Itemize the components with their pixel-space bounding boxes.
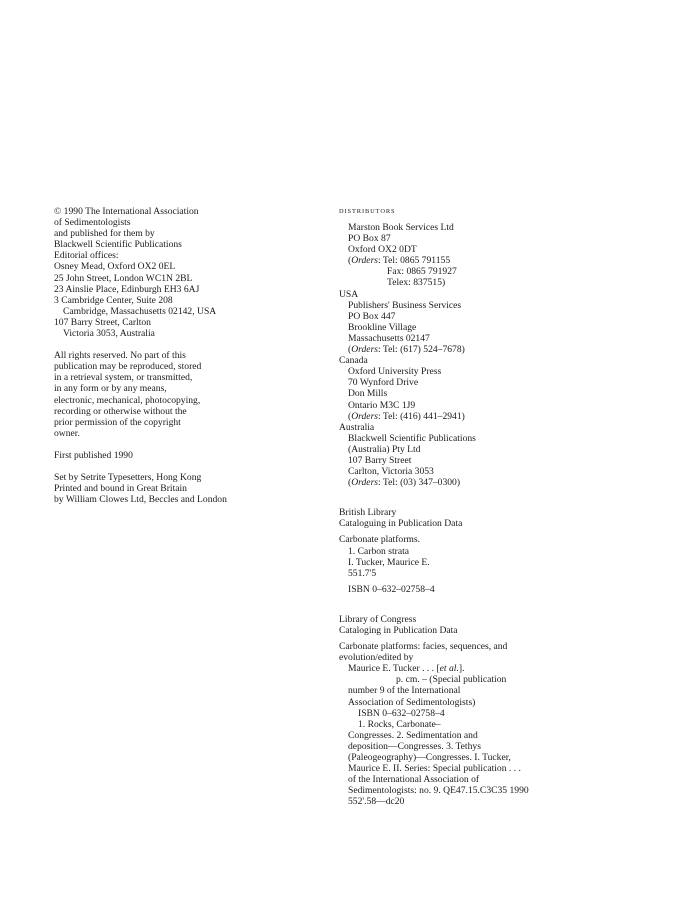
orders-label: Orders [351,255,379,267]
cip-title: Carbonate platforms: facies, sequences, and [339,641,508,653]
fax: Fax: 0865 791927 [387,266,457,278]
editor-prefix: Maurice E. Tucker . . . [ [348,663,440,675]
address-line: Don Mills [348,388,388,400]
copyright-line: 23 Ainslie Place, Edinburgh EH3 6AJ [54,283,200,295]
copyright-line: Blackwell Scientific Publications [54,239,182,251]
cip-entry: 551.7'5 [348,567,377,579]
country: USA [339,288,359,300]
cip-line: Association of Sedimentologists) [348,696,476,708]
address-line: PO Box 447 [348,310,396,322]
cip-isbn: ISBN 0–632–02758–4 [348,583,435,595]
address-line: Massachusetts 02147 [348,332,430,344]
rights-line: in a retrieval system, or transmitted, [54,372,193,384]
first-published: First published 1990 [54,449,133,461]
rights-line: in any form or by any means, [54,383,167,395]
country: Canada [339,355,368,367]
cip-line: (Paleogeography)—Congresses. I. Tucker, [348,752,511,764]
rights-line: owner. [54,427,80,439]
cip-line: 552'.58—dc20 [348,796,405,808]
orders-line: (Orders: Tel: (03) 347–0300) [348,477,461,489]
copyright-line: 25 John Street, London WC1N 2BL [54,272,193,284]
left-column [54,206,304,505]
copyright-line: 107 Barry Street, Carlton [54,316,151,328]
cip-line: Congresses. 2. Sedimentation and [348,729,478,741]
address-line: 107 Barry Street [348,454,412,466]
address-line: (Australia) Pty Ltd [348,443,421,455]
printing-line: by William Clowes Ltd, Beccles and London [54,494,227,506]
orders-label: Orders [351,477,379,489]
rights-line: electronic, mechanical, photocopying, [54,394,201,406]
british-library-cip [339,507,639,595]
address-line: PO Box 87 [348,233,391,245]
cip-title: Carbonate platforms. [339,534,420,546]
distributors-heading: DISTRIBUTORS [339,208,396,215]
copyright-line: Editorial offices: [54,250,119,262]
printing-line: Printed and bound in Great Britain [54,483,187,495]
copyright-line: Victoria 3053, Australia [63,328,155,340]
cip-pages: p. cm. – (Special publication [396,674,507,686]
distributor-uk [339,222,639,289]
tel: : Tel: (03) 347–0300) [378,477,461,489]
tel: : Tel: (617) 524–7678) [378,344,465,356]
cip-isbn: ISBN 0–632–02758–4 [358,707,445,719]
copyright-line: © 1990 The International Association [54,206,199,217]
cip-heading: Cataloging in Publication Data [339,625,458,636]
printing-line: Set by Setrite Typesetters, Hong Kong [54,471,202,483]
address-line: Carlton, Victoria 3053 [348,466,434,478]
cip-entry: I. Tucker, Maurice E. [348,556,430,568]
cip-line: deposition—Congresses. 3. Tethys [348,740,481,752]
editor-suffix: ]. [458,663,465,675]
address-line: Marston Book Services Ltd [348,222,454,233]
cip-line: of the International Association of [348,774,480,786]
country: Australia [339,421,375,433]
distributor-usa [339,289,639,356]
copyright-line: of Sedimentologists [54,217,131,229]
address-line: Publishers' Business Services [348,299,462,311]
library-of-congress-cip [339,614,639,808]
tel: : Tel: (416) 441–2941) [378,410,465,422]
cip-line: number 9 of the International [348,685,461,697]
telex: Telex: 837515) [387,277,446,289]
cip-entry: 1. Carbon strata [348,545,410,557]
copyright-line: Osney Mead, Oxford OX2 0EL [54,261,176,273]
orders-label: Orders [351,410,379,422]
address-line: Ontario M3C 1J9 [348,399,416,411]
orders-line: (Orders: Tel: (416) 441–2941) [348,410,465,422]
copyright-line: Cambridge, Massachusetts 02142, USA [63,305,217,317]
et-al: et al. [439,663,459,675]
rights-line: All rights reserved. No part of this [54,350,186,362]
cip-editor [339,663,639,674]
cip-line: Maurice E. II. Series: Special publication . . . [348,763,521,775]
distributor-australia [339,422,639,489]
address-line: Oxford University Press [348,366,442,378]
address-line: Blackwell Scientific Publications [348,432,476,444]
orders-line: (Orders: Tel: 0865 791155 [348,255,451,267]
cip-heading: Library of Congress [339,613,417,625]
right-column [339,207,639,808]
orders-line: (Orders: Tel: (617) 524–7678) [348,344,465,356]
rights-line: recording or otherwise without the [54,405,187,417]
address-line: Brookline Village [348,321,417,333]
orders-label: Orders [351,344,379,356]
cip-subject: 1. Rocks, Carbonate– [358,718,441,730]
rights-line: prior permission of the copyright [54,416,181,428]
copyright-block [54,206,304,339]
printing-block [54,472,304,505]
tel: : Tel: 0865 791155 [378,255,451,267]
rights-line: publication may be reproduced, stored [54,361,202,373]
copyright-line: 3 Cambridge Center, Suite 208 [54,294,173,306]
cip-line: Sedimentologists: no. 9. QE47.15.C3C35 1990 [348,785,529,797]
copyright-line: and published for them by [54,228,155,240]
cip-heading: Cataloguing in Publication Data [339,518,463,530]
address-line: 70 Wynford Drive [348,377,419,389]
rights-block [54,350,304,439]
cip-heading: British Library [339,507,397,519]
distributor-canada [339,355,639,422]
cip-title: evolution/edited by [339,652,414,664]
address-line: Oxford OX2 0DT [348,244,417,256]
